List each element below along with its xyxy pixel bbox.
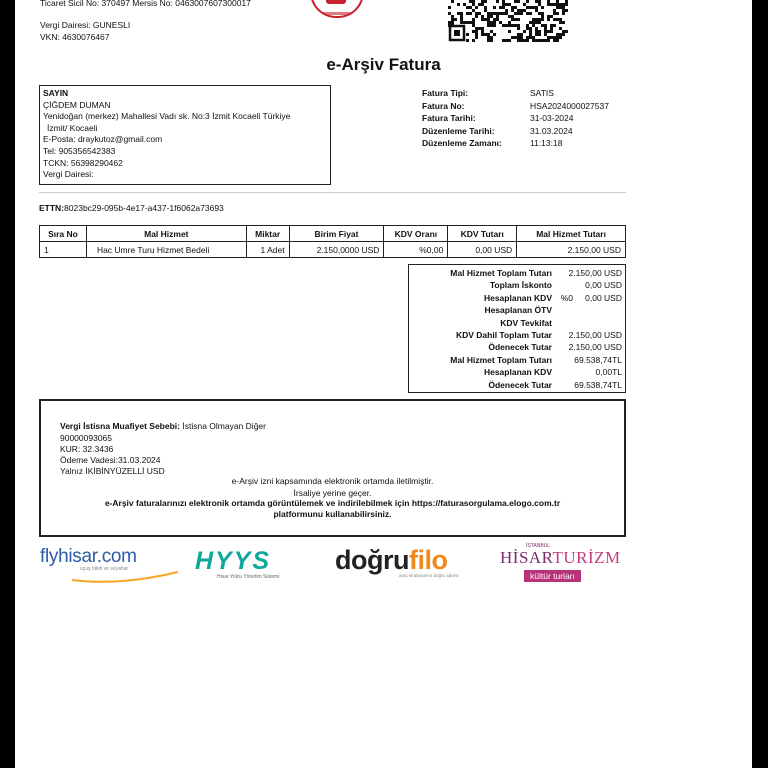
meta-value: HSA2024000027537: [530, 100, 609, 111]
hyys-tagline: Hisar Yolcu Yönetim Sistemi: [217, 574, 280, 580]
meta-value: 11:13:18: [530, 138, 563, 148]
note-rate: KUR: 32.3436: [60, 444, 114, 454]
meta-value: 31.03.2024: [530, 125, 573, 136]
totals-row: [409, 355, 625, 367]
totals-label: Hesaplanan KDV: [483, 292, 552, 303]
totals-label: Toplam İskonto: [489, 280, 552, 291]
buyer-tckn: TCKN: 56398290462: [43, 157, 123, 168]
totals-row: [409, 318, 625, 330]
hisarturizm-word-a: HİSAR: [500, 548, 553, 567]
totals-row: [409, 380, 625, 392]
cell: %0,00: [384, 242, 448, 258]
dogrufilo-tagline: araç kiralamanın doğru adresi: [399, 573, 459, 578]
hisarturizm-badge: kültür turları: [524, 570, 581, 582]
flyhisar-logo: [40, 546, 137, 572]
ettn-label: ETTN:: [39, 203, 65, 213]
hisarturizm-wordmark: [500, 549, 621, 566]
footer-line2: İrsaliye yerine geçer.: [293, 488, 372, 498]
dogrufilo-wordmark: [335, 545, 459, 575]
meta-label: Fatura Tipi:: [422, 88, 469, 98]
table-row: [40, 242, 626, 258]
totals-label: Ödenecek Tutar: [488, 342, 552, 353]
totals-row: [409, 268, 625, 280]
totals-label: Hesaplanan KDV: [483, 367, 552, 378]
footer-line3: e-Arşiv faturalarınızı elektronik ortamda görüntülemek ve indirilebilmek için https://faturasorgulama.elogo.com.tr: [104, 498, 561, 508]
buyer-name: ÇİĞDEM DUMAN: [43, 99, 111, 110]
col-header: Mal Hizmet: [86, 226, 246, 242]
totals-value: 2.150,00 USD: [568, 330, 622, 340]
cell: 1 Adet: [246, 242, 289, 258]
exemption-label: Vergi İstisna Muafiyet Sebebi:: [60, 421, 180, 431]
note-code: 90000093065: [60, 433, 113, 443]
totals-row: [409, 280, 625, 292]
col-header: KDV Tutarı: [448, 226, 517, 242]
totals-label: KDV Tevkifat: [500, 317, 552, 328]
ettn-value: 8023bc29-095b-4e17-a437-1f6062a73693: [64, 203, 224, 213]
cell: Hac Umre Turu Hizmet Bedeli: [86, 242, 246, 258]
totals-value: 69.538,74TL: [574, 379, 622, 390]
buyer-tax-office: Vergi Dairesi:: [43, 169, 94, 180]
meta-label: Düzenleme Tarihi:: [422, 125, 495, 136]
totals-row: [409, 305, 625, 317]
totals-value: 0,00 USD: [585, 280, 622, 291]
invoice-page: [15, 0, 752, 768]
buyer-address-line2: İzmit/ Kocaeli: [47, 122, 98, 133]
seller-tax-office: Vergi Dairesi: GUNESLI: [40, 20, 131, 30]
flyhisar-swoosh: [70, 570, 180, 584]
totals-value: 0,00TL: [595, 367, 622, 378]
table-header-row: [40, 226, 626, 242]
totals-value: 2.150,00 USD: [568, 268, 622, 278]
dogrufilo-word-b: filo: [408, 545, 448, 575]
totals-label: Ödenecek Tutar: [488, 379, 552, 390]
hyys-wordmark: HYYS: [195, 547, 272, 575]
hisarturizm-city: İSTANBUL: [526, 543, 551, 549]
seller-vkn: VKN: 4630076467: [40, 32, 110, 42]
col-header: Miktar: [246, 226, 289, 242]
ettn: [39, 203, 224, 213]
totals-label: KDV Dahil Toplam Tutar: [455, 330, 552, 340]
totals-value: 69.538,74TL: [574, 354, 622, 365]
meta-value: 31-03-2024: [530, 113, 574, 123]
qr-code: [448, 0, 568, 42]
flyhisar-wordmark: flyhisar.com: [40, 546, 137, 567]
col-header: Mal Hizmet Tutarı: [517, 226, 626, 242]
buyer-phone: Tel: 905356542383: [43, 145, 116, 156]
totals-row: [409, 330, 625, 342]
hyys-logo: [195, 547, 279, 580]
hisarturizm-logo: [500, 543, 621, 584]
col-header: Sıra No: [40, 226, 87, 242]
cell: 0,00 USD: [448, 242, 517, 258]
document-title: e-Arşiv Fatura: [326, 55, 441, 74]
notes-box: [39, 399, 626, 537]
totals-label: Mal Hizmet Toplam Tutarı: [450, 354, 552, 365]
buyer-address-line1: Yenidoğan (merkez) Mahallesi Vadı sk. No:3 İzmit Kocaeli Türkiye: [43, 111, 291, 122]
meta-value: SATIS: [530, 88, 554, 98]
totals-row: [409, 367, 625, 379]
totals-row: [409, 342, 625, 354]
totals-value: 0,00 USD: [585, 292, 622, 303]
exemption-line: [60, 421, 266, 431]
dogrufilo-word-a: doğru: [335, 545, 409, 575]
meta-label: Düzenleme Zamanı:: [422, 138, 502, 148]
flyhisar-tagline: uçuş bileti ve seyahat: [80, 566, 128, 572]
hisarturizm-word-b: TURİZM: [552, 548, 621, 567]
totals-pct: %0: [560, 292, 573, 303]
cell: 2.150,0000 USD: [289, 242, 384, 258]
footer-line4: platformunu kullanabilirsiniz.: [273, 509, 392, 519]
buyer-email: E-Posta: draykutoz@gmail.com: [43, 134, 163, 145]
cell: 2.150,00 USD: [517, 242, 626, 258]
exemption-value: İstisna Olmayan Diğer: [182, 421, 266, 431]
gib-seal-logo: [310, 0, 364, 18]
meta-label: Fatura Tarihi:: [422, 113, 476, 123]
col-header: KDV Oranı: [384, 226, 448, 242]
totals-label: Mal Hizmet Toplam Tutarı: [450, 268, 552, 278]
buyer-box: [39, 85, 331, 185]
dogrufilo-logo: [335, 545, 459, 578]
totals-row: [409, 293, 625, 305]
divider: [39, 192, 626, 193]
items-table: [39, 225, 626, 258]
totals-box: [408, 264, 626, 393]
totals-label: Hesaplanan ÖTV: [484, 305, 552, 316]
meta-label: Fatura No:: [422, 100, 465, 111]
footer-line1: e-Arşiv izni kapsamında elektronik ortamda iletilmiştir.: [231, 476, 434, 486]
note-due-date: Ödeme Vadesi:31.03.2024: [60, 455, 161, 465]
seller-registry: Ticaret Sicil No: 370497 Mersis No: 0463007607300017: [40, 0, 251, 8]
col-header: Birim Fiyat: [289, 226, 384, 242]
buyer-heading: SAYIN: [43, 88, 69, 98]
note-amount-in-words: Yalnız İKİBİNYÜZELLİ USD: [60, 466, 165, 476]
cell: 1: [40, 242, 87, 258]
totals-value: 2.150,00 USD: [568, 342, 622, 353]
